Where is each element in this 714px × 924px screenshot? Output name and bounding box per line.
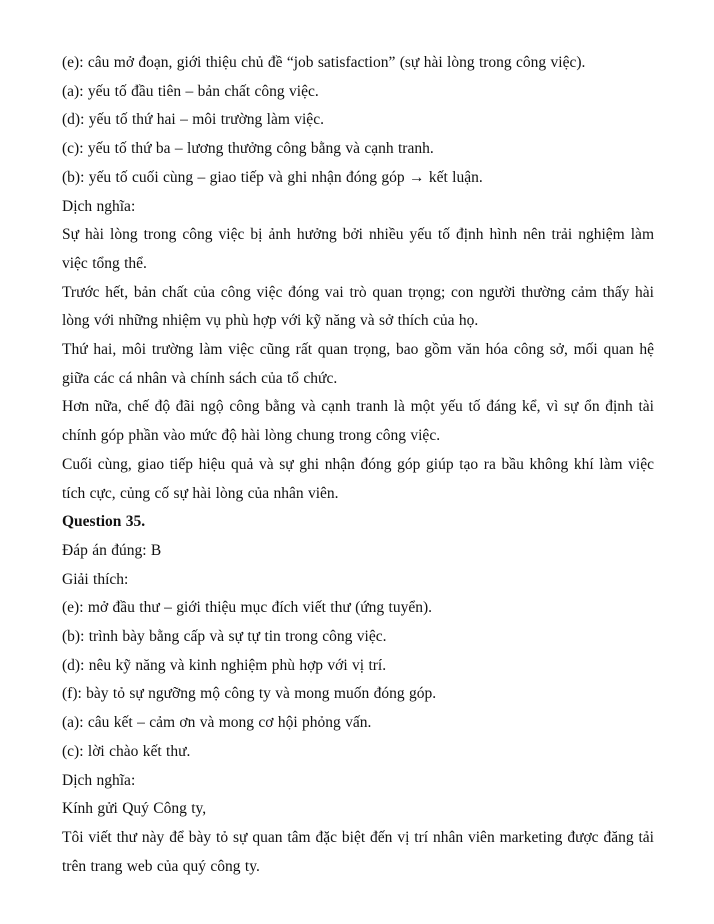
paragraph: (d): yếu tố thứ hai – môi trường làm việc.	[62, 111, 324, 129]
paragraph: Dịch nghĩa:	[62, 197, 136, 215]
document-content	[62, 49, 654, 881]
paragraph: Sự hài lòng trong công việc bị ảnh hưởng bởi nhiều yếu tố định hình nên trải nghiệm làm việc tổng thể.	[62, 226, 654, 272]
paragraph: Giải thích:	[62, 570, 129, 588]
paragraph: (c): lời chào kết thư.	[62, 742, 191, 760]
paragraph: (b): trình bày bằng cấp và sự tự tin trong công việc.	[62, 628, 387, 646]
paragraph: Hơn nữa, chế độ đãi ngộ công bằng và cạnh tranh là một yếu tố đáng kể, vì sự ổn định tài chính góp phần vào mức độ hài lòng chung trong công việc.	[62, 398, 654, 445]
paragraph: Dịch nghĩa:	[62, 771, 136, 789]
paragraph: (a): yếu tố đầu tiên – bản chất công việc.	[62, 82, 319, 100]
paragraph: (f): bày tỏ sự ngưỡng mộ công ty và mong muốn đóng góp.	[62, 685, 437, 703]
paragraph: Cuối cùng, giao tiếp hiệu quả và sự ghi nhận đóng góp giúp tạo ra bầu không khí làm việc tích cực, củng cố sự hài lòng của nhân viên.	[62, 455, 654, 502]
paragraph: (d): nêu kỹ năng và kinh nghiệm phù hợp với vị trí.	[62, 656, 387, 674]
paragraph: Thứ hai, môi trường làm việc cũng rất quan trọng, bao gồm văn hóa công sở, mối quan hệ giữa các cá nhân và chính sách của tổ chức.	[62, 341, 654, 387]
paragraph: Kính gửi Quý Công ty,	[62, 800, 207, 818]
paragraph: (e): mở đầu thư – giới thiệu mục đích viết thư (ứng tuyển).	[62, 599, 433, 617]
question-heading: Question 35.	[62, 513, 146, 531]
paragraph: Tôi viết thư này để bày tỏ sự quan tâm đặc biệt đến vị trí nhân viên marketing được đăng tải trên trang web của quý công ty.	[62, 828, 654, 875]
paragraph: (c): yếu tố thứ ba – lương thưởng công bằng và cạnh tranh.	[62, 140, 434, 158]
paragraph: (a): câu kết – cảm ơn và mong cơ hội phỏng vấn.	[62, 714, 372, 732]
paragraph: (b): yếu tố cuối cùng – giao tiếp và ghi nhận đóng góp → kết luận.	[62, 168, 483, 186]
paragraph: (e): câu mở đoạn, giới thiệu chủ đề “job satisfaction” (sự hài lòng trong công việc).	[62, 54, 586, 71]
paragraph: Đáp án đúng: B	[62, 541, 162, 559]
paragraph: Trước hết, bản chất của công việc đóng vai trò quan trọng; con người thường cảm thấy hài lòng với những nhiệm vụ phù hợp với kỹ năng và sở thích của họ.	[62, 283, 654, 330]
